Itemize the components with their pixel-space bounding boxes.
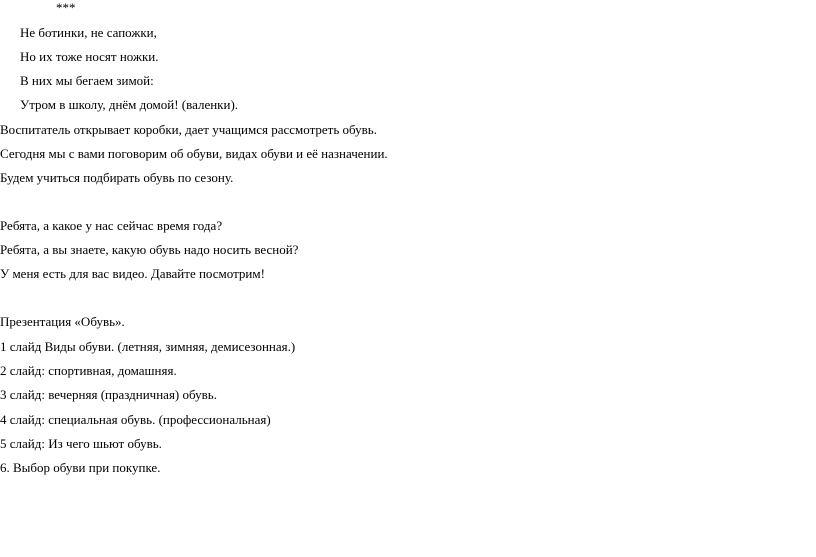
poem-line-4: Утром в школу, днём домой! (валенки).	[20, 97, 239, 112]
poem-line-1: Не ботинки, не сапожки,	[20, 25, 157, 40]
presentation-title: Презентация «Обувь».	[0, 314, 125, 329]
intro-line-1: Воспитатель открывает коробки, дает учащимся рассмотреть обувь.	[0, 122, 377, 137]
poem-line-2: Но их тоже носят ножки.	[20, 49, 159, 64]
section-divider-stars: ***	[56, 0, 76, 15]
poem-line-3: В них мы бегаем зимой:	[20, 73, 154, 88]
slide-item-4: 4 слайд: специальная обувь. (профессиональная)	[0, 412, 271, 427]
question-line-3: У меня есть для вас видео. Давайте посмотрим!	[0, 266, 265, 281]
slide-item-5: 5 слайд: Из чего шьют обувь.	[0, 436, 162, 451]
slide-item-6: 6. Выбор обуви при покупке.	[0, 460, 161, 475]
slide-item-1: 1 слайд Виды обуви. (летняя, зимняя, демисезонная.)	[0, 339, 296, 354]
intro-line-2: Сегодня мы с вами поговорим об обуви, видах обуви и её назначении.	[0, 146, 388, 161]
intro-line-3: Будем учиться подбирать обувь по сезону.	[0, 170, 234, 185]
question-line-2: Ребята, а вы знаете, какую обувь надо носить весной?	[0, 242, 299, 257]
question-line-1: Ребята, а какое у нас сейчас время года?	[0, 218, 223, 233]
slide-item-2: 2 слайд: спортивная, домашняя.	[0, 363, 177, 378]
slide-item-3: 3 слайд: вечерняя (праздничная) обувь.	[0, 387, 217, 402]
